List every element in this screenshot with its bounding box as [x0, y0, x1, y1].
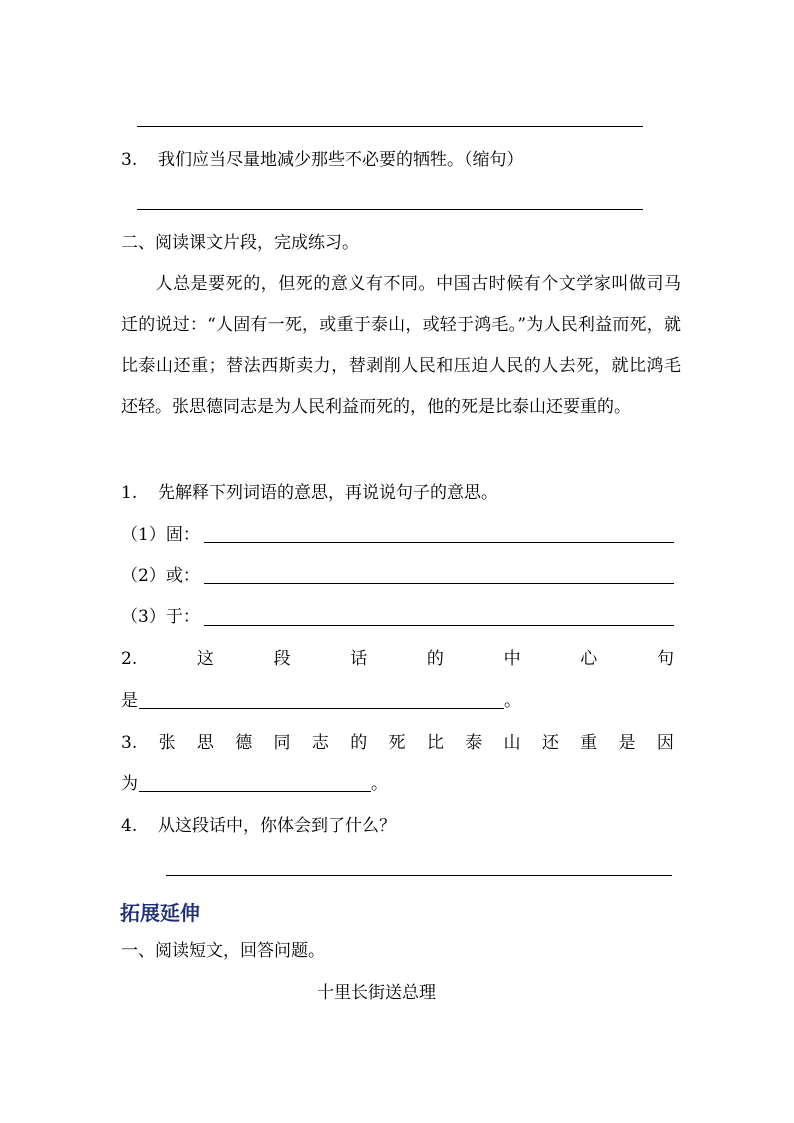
- q2-char: 这: [196, 649, 214, 669]
- question-number: 4.: [121, 816, 138, 836]
- reading-passage: [121, 264, 681, 428]
- q2-char: 话: [350, 649, 368, 669]
- q3-char: 3.: [121, 733, 138, 753]
- question-text: 我们应当尽量地减少那些不必要的牺牲。（缩句）: [158, 150, 524, 170]
- q3-char: 还: [541, 733, 559, 753]
- question-3-line: [121, 733, 674, 753]
- passage-text: 人总是要死的，但死的意义有不同。中国古时候有个文学家叫做司马迁的说过：“人固有一死，或重于泰山，或轻于鸿毛。”为人民利益而死，就比泰山还重；替法西斯卖力，替剥削人民和压迫人民的人去死，就比鸿毛还轻。张思德同志是为人民利益而死的，他的死是比泰山还要重的。: [121, 274, 681, 417]
- q3-char: 是: [618, 733, 636, 753]
- vocab-item-1-label: （1）固：: [121, 525, 200, 545]
- question-2-line: [121, 649, 674, 669]
- question-text: 先解释下列词语的意思，再说说句子的意思。: [158, 483, 498, 503]
- q3-char: 同: [273, 733, 291, 753]
- question-number: 3.: [121, 150, 138, 170]
- q2-tail-start: 是: [121, 691, 138, 711]
- vocab-item-2-answer-line[interactable]: [204, 583, 674, 584]
- answer-line[interactable]: [137, 209, 643, 210]
- q3-char: 重: [580, 733, 598, 753]
- q3-char: 思: [196, 733, 214, 753]
- vocab-item-3-label: （3）于：: [121, 607, 200, 627]
- q2-char: 中: [503, 649, 521, 669]
- q2-char: 句: [656, 649, 674, 669]
- vocab-item-1-answer-line[interactable]: [204, 542, 674, 543]
- q3-char: 死: [388, 733, 406, 753]
- section-heading: 拓展延伸: [120, 901, 200, 925]
- question-number: 1.: [121, 483, 138, 503]
- q4-answer-line[interactable]: [166, 875, 672, 876]
- q3-tail-end: 。: [371, 774, 388, 794]
- q3-char: 山: [503, 733, 521, 753]
- vocab-item-2-label: （2）或：: [121, 566, 200, 586]
- q2-char: 的: [426, 649, 444, 669]
- q3-tail-start: 为: [121, 774, 138, 794]
- q3-char: 比: [426, 733, 444, 753]
- q2-tail-end: 。: [504, 691, 521, 711]
- section-title: 二、阅读课文片段，完成练习。: [121, 233, 359, 253]
- q2-answer-line[interactable]: [139, 708, 504, 709]
- q3-char: 因: [656, 733, 674, 753]
- q3-char: 德: [235, 733, 253, 753]
- q2-char: 2.: [121, 649, 138, 669]
- article-title: 十里长街送总理: [317, 983, 436, 1003]
- answer-line-top[interactable]: [137, 126, 643, 127]
- question-text: 从这段话中，你体会到了什么？: [158, 816, 396, 836]
- q3-answer-line[interactable]: [139, 791, 371, 792]
- section-instruction: 一、阅读短文，回答问题。: [121, 941, 325, 961]
- q3-char: 的: [350, 733, 368, 753]
- q3-char: 泰: [465, 733, 483, 753]
- q3-char: 志: [311, 733, 329, 753]
- q2-char: 心: [580, 649, 598, 669]
- q3-char: 张: [158, 733, 176, 753]
- vocab-item-3-answer-line[interactable]: [204, 625, 674, 626]
- q2-char: 段: [273, 649, 291, 669]
